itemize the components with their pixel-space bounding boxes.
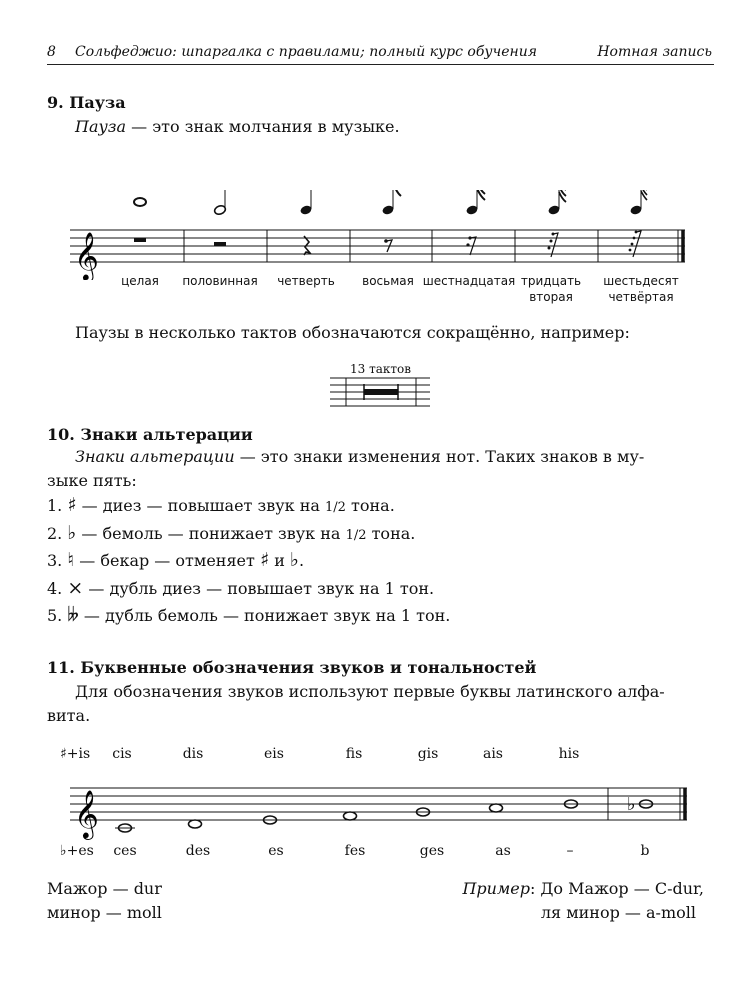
natural-icon: ♮ [67, 549, 75, 571]
note-name: es [268, 843, 284, 859]
note-name: dis [182, 746, 204, 762]
term: Знаки альтерации [75, 447, 235, 466]
note-name: des [185, 843, 211, 859]
example-line: ля минор — a-moll [540, 903, 696, 922]
list-item: 5. 𝄫 — дубль бемоль — понижает звук на 1 тон. [47, 604, 451, 626]
paragraph-line: Для обозначения звуков используют первые буквы латинского алфа- [75, 682, 665, 701]
note-name: as [495, 843, 511, 859]
major-term: Мажор — dur [47, 879, 162, 898]
double-flat-icon: 𝄫 [67, 604, 79, 626]
page-number: 8 [47, 44, 56, 60]
multirest-text: Паузы в несколько тактов обозначаются сокращённо, например: [75, 323, 630, 342]
sharp-suffix-rule: ♯+is [60, 746, 91, 762]
definition-alteration [75, 447, 644, 466]
scale-staff [60, 780, 700, 840]
rest-label: тридцать вторая [520, 274, 582, 304]
term: Пауза [75, 117, 127, 136]
note-name: gis [417, 746, 439, 762]
rest-label: шестьдесят четвёртая [603, 274, 679, 304]
note-name: his [558, 746, 580, 762]
chapter-title: Нотная запись [597, 44, 712, 60]
note-name: fes [344, 843, 366, 859]
example-text: : До Мажор — C-dur, [529, 879, 704, 898]
header-rule [47, 64, 714, 65]
treble-clef-icon: 𝄞 [74, 231, 99, 280]
book-title: Сольфеджио: шпаргалка с правилами; полный курс обучения [75, 44, 538, 60]
note-name: eis [264, 746, 284, 762]
minor-term: минор — moll [47, 903, 162, 922]
rest-label: половинная [182, 274, 258, 288]
list-item: 3. ♮ — бекар — отменяет ♯ и ♭. [47, 549, 305, 571]
note-name: cis [112, 746, 132, 762]
rest-label: восьмая [362, 274, 414, 288]
note-name: ces [113, 843, 137, 859]
section-heading: 9. Пауза [47, 93, 126, 112]
list-item: 4. × — дубль диез — повышает звук на 1 тон. [47, 577, 435, 599]
example-line [462, 879, 704, 898]
sharp-icon: ♯ [67, 494, 77, 516]
flat-icon: ♭ [627, 794, 636, 815]
example-label: Пример [462, 879, 530, 898]
rest-values-staff [60, 190, 700, 280]
multirest-label: 13 тактов [350, 362, 411, 376]
definition-line2: зыке пять: [47, 471, 137, 490]
definition-pause [75, 117, 400, 136]
note-name: – [566, 843, 574, 859]
flat-icon: ♭ [290, 549, 299, 571]
fraction: 1/2 [325, 500, 346, 515]
flat-suffix-rule: ♭+es [60, 843, 94, 859]
list-item: 1. ♯ — диез — повышает звук на 1/2 тона. [47, 494, 395, 516]
double-sharp-icon: × [67, 577, 84, 599]
sharp-icon: ♯ [259, 549, 270, 571]
flat-icon: ♭ [67, 522, 77, 544]
rest-label: целая [121, 274, 159, 288]
paragraph-line: вита. [47, 706, 91, 725]
note-name: b [640, 843, 650, 859]
note-name: fis [345, 746, 363, 762]
treble-clef-icon: 𝄞 [74, 789, 99, 838]
list-item: 2. ♭ — бемоль — понижает звук на 1/2 тона. [47, 522, 416, 544]
rest-label: четверть [277, 274, 335, 288]
section-heading: 10. Знаки альтерации [47, 425, 253, 444]
note-name: ais [482, 746, 503, 762]
fraction: 1/2 [345, 528, 367, 543]
definition-text: — это знак молчания в музыке. [126, 117, 400, 136]
definition-text: — это знаки изменения нот. Таких знаков в му- [234, 447, 645, 466]
section-heading: 11. Буквенные обозначения звуков и тональностей [47, 658, 537, 677]
rest-label: шестнадцатая [422, 274, 516, 288]
note-name: ges [419, 843, 445, 859]
